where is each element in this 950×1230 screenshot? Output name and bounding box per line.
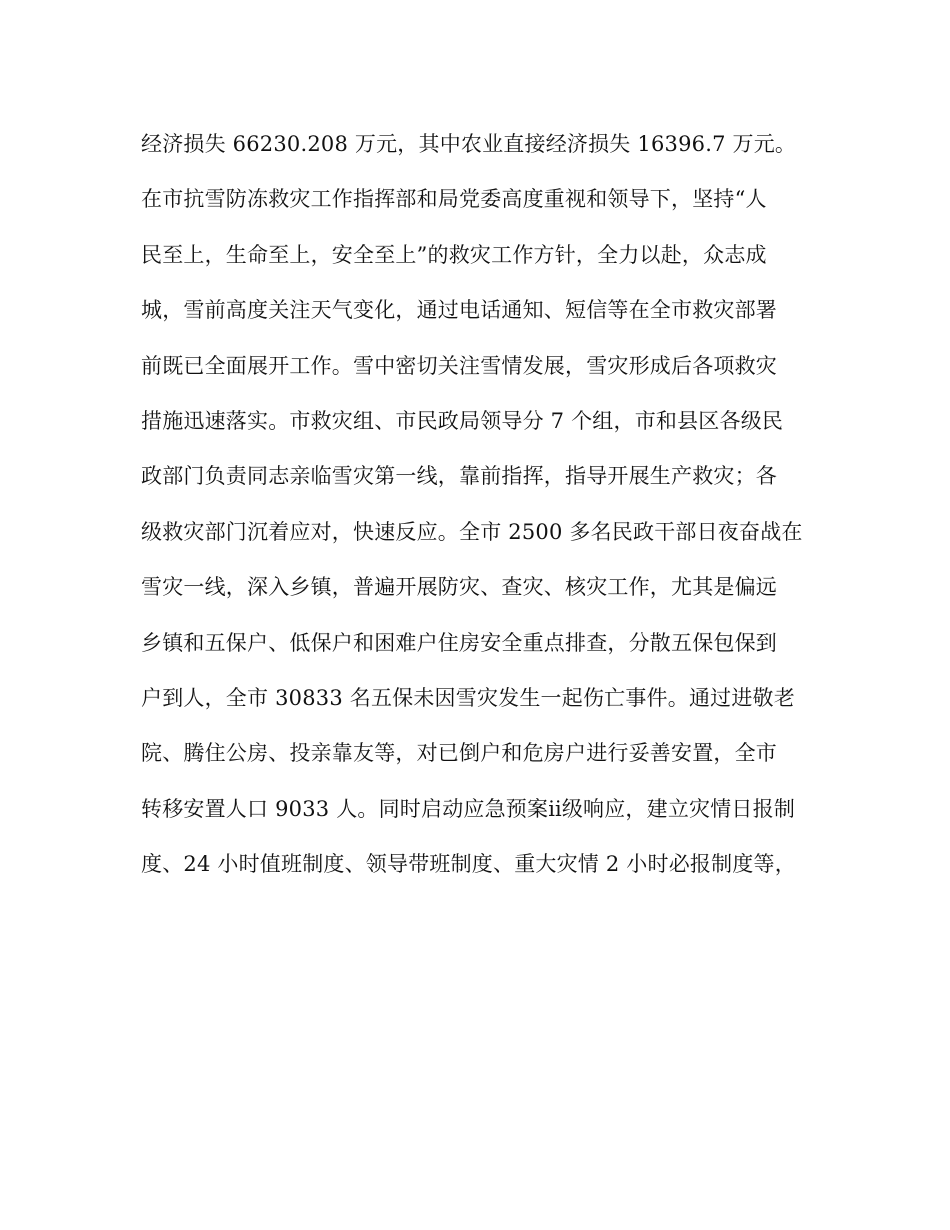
body-text bbox=[141, 124, 813, 899]
text-line: 雪灾一线，深入乡镇，普遍开展防灾、查灾、核灾工作，尤其是偏远 bbox=[141, 575, 777, 600]
text-line: 户到人，全市 30833 名五保未因雪灾发生一起伤亡事件。通过进敬老 bbox=[141, 685, 795, 710]
text-line: 措施迅速落实。市救灾组、市民政局领导分 7 个组，市和县区各级民 bbox=[141, 408, 784, 433]
text-line: 民至上，生命至上，安全至上”的救灾工作方针，全力以赴，众志成 bbox=[141, 242, 767, 267]
text-line: 院、腾住公房、投亲靠友等，对已倒户和危房户进行妥善安置，全市 bbox=[141, 741, 777, 766]
text-line: 经济损失 66230.208 万元，其中农业直接经济损失 16396.7 万元。 bbox=[141, 132, 797, 156]
text-line: 转移安置人口 9033 人。同时启动应急预案ⅱ级响应，建立灾情日报制 bbox=[141, 796, 796, 821]
text-line: 乡镇和五保户、低保户和困难户住房安全重点排查，分散五保包保到 bbox=[141, 630, 777, 655]
text-line: 级救灾部门沉着应对，快速反应。全市 2500 多名民政干部日夜奋战在 bbox=[141, 519, 803, 544]
text-line: 城，雪前高度关注天气变化，通过电话通知、短信等在全市救灾部署 bbox=[141, 298, 777, 323]
text-line: 在市抗雪防冻救灾工作指挥部和局党委高度重视和领导下，坚持“人 bbox=[141, 187, 767, 212]
text-line: 政部门负责同志亲临雪灾第一线，靠前指挥，指导开展生产救灾；各 bbox=[141, 464, 777, 489]
text-line: 前既已全面展开工作。雪中密切关注雪情发展，雪灾形成后各项救灾 bbox=[141, 353, 777, 378]
text-line: 度、24 小时值班制度、领导带班制度、重大灾情 2 小时必报制度等， bbox=[141, 852, 796, 877]
